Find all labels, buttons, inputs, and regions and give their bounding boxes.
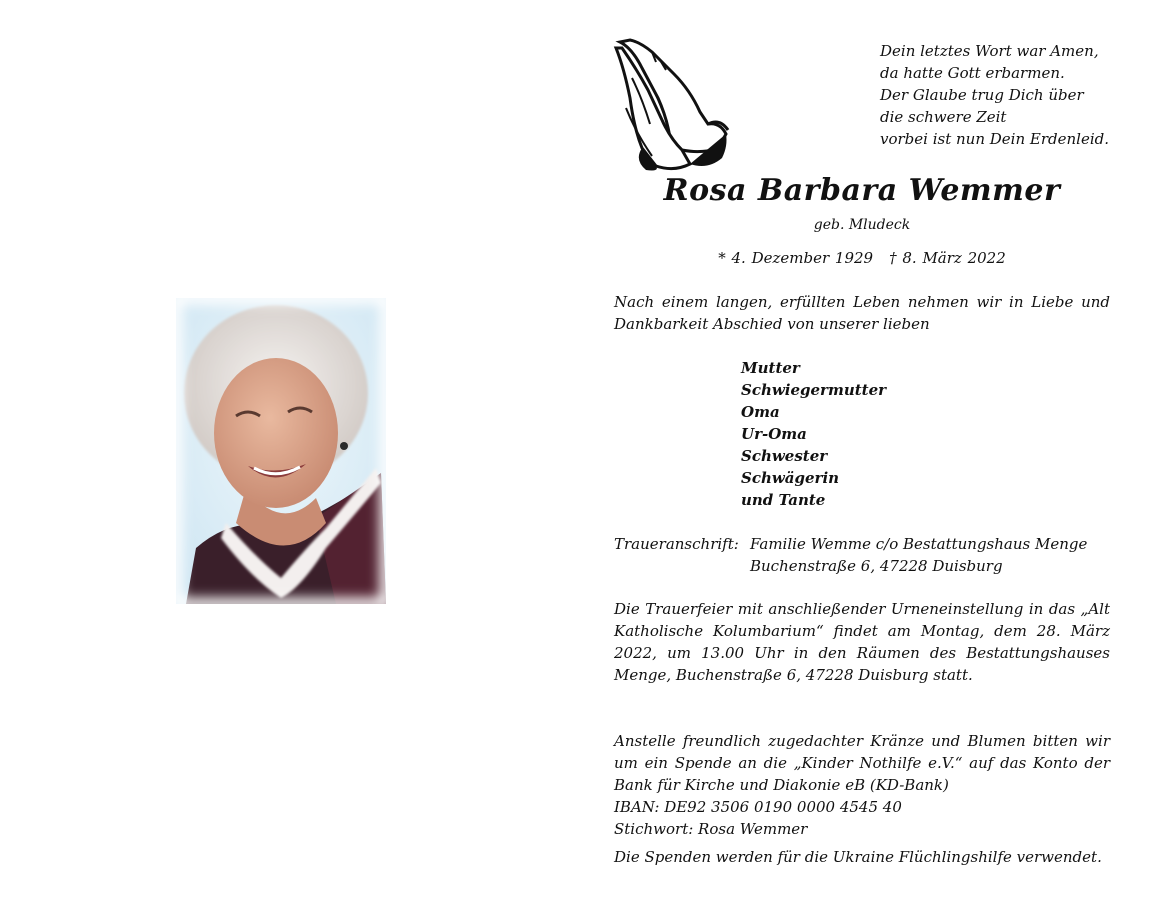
address-line-1: Familie Wemme c/o Bestattungshaus Menge (750, 535, 1088, 553)
praying-hands-icon (612, 38, 730, 172)
maiden-name: geb. Mludeck (813, 217, 911, 233)
address-label: Traueranschrift: (614, 535, 739, 553)
poem-line: Dein letztes Wort war Amen, (880, 42, 1099, 60)
intro-text: Nach einem langen, erfüllten Leben nehmen wir in Liebe und Dankbarkeit Abschied von unserer lieben (614, 293, 1110, 333)
poem (880, 40, 1130, 150)
deceased-name: Rosa Barbara Wemmer (663, 173, 1061, 208)
ceremony-text: Die Trauerfeier mit anschließender Urneneinstellung in das „Alt Katholische Kolumbarium“ findet am Montag, dem 28. März 2022, um 13.00 Uhr in den Räumen des Bestattungshauses Menge, Buchenstraße 6, 47228 Duisburg statt. (614, 600, 1110, 684)
portrait-image (176, 298, 386, 604)
poem-line: Der Glaube trug Dich über (880, 86, 1084, 104)
life-dates (612, 249, 1112, 267)
donation-text: Anstelle freundlich zugedachter Kränze und Blumen bitten wir um ein Spende an die „Kinder Nothilfe e.V.“ auf das Konto der Bank für Kirche und Diakonie eB (KD-Bank) (614, 732, 1110, 794)
list-item: Schwiegermutter (741, 381, 887, 399)
relations-list (741, 357, 886, 511)
donation-section (614, 730, 1110, 840)
mourning-address (614, 533, 1114, 577)
list-item: und Tante (741, 491, 826, 509)
donation-keyword: Stichwort: Rosa Wemmer (614, 820, 808, 838)
poem-line: da hatte Gott erbarmen. (880, 64, 1065, 82)
list-item: Ur-Oma (741, 425, 807, 443)
list-item: Mutter (741, 359, 800, 377)
list-item: Oma (741, 403, 780, 421)
closing-text: Die Spenden werden für die Ukraine Flüchlingshilfe verwendet. (614, 848, 1102, 866)
poem-line: die schwere Zeit (880, 108, 1007, 126)
address-line-2: Buchenstraße 6, 47228 Duisburg (750, 557, 1003, 575)
birth-date: * 4. Dezember 1929 (718, 249, 874, 267)
list-item: Schwester (741, 447, 828, 465)
death-date: † 8. März 2022 (889, 249, 1006, 267)
portrait-photo (176, 298, 386, 604)
list-item: Schwägerin (741, 469, 840, 487)
donation-iban: IBAN: DE92 3506 0190 0000 4545 40 (614, 798, 902, 816)
poem-line: vorbei ist nun Dein Erdenleid. (880, 130, 1109, 148)
